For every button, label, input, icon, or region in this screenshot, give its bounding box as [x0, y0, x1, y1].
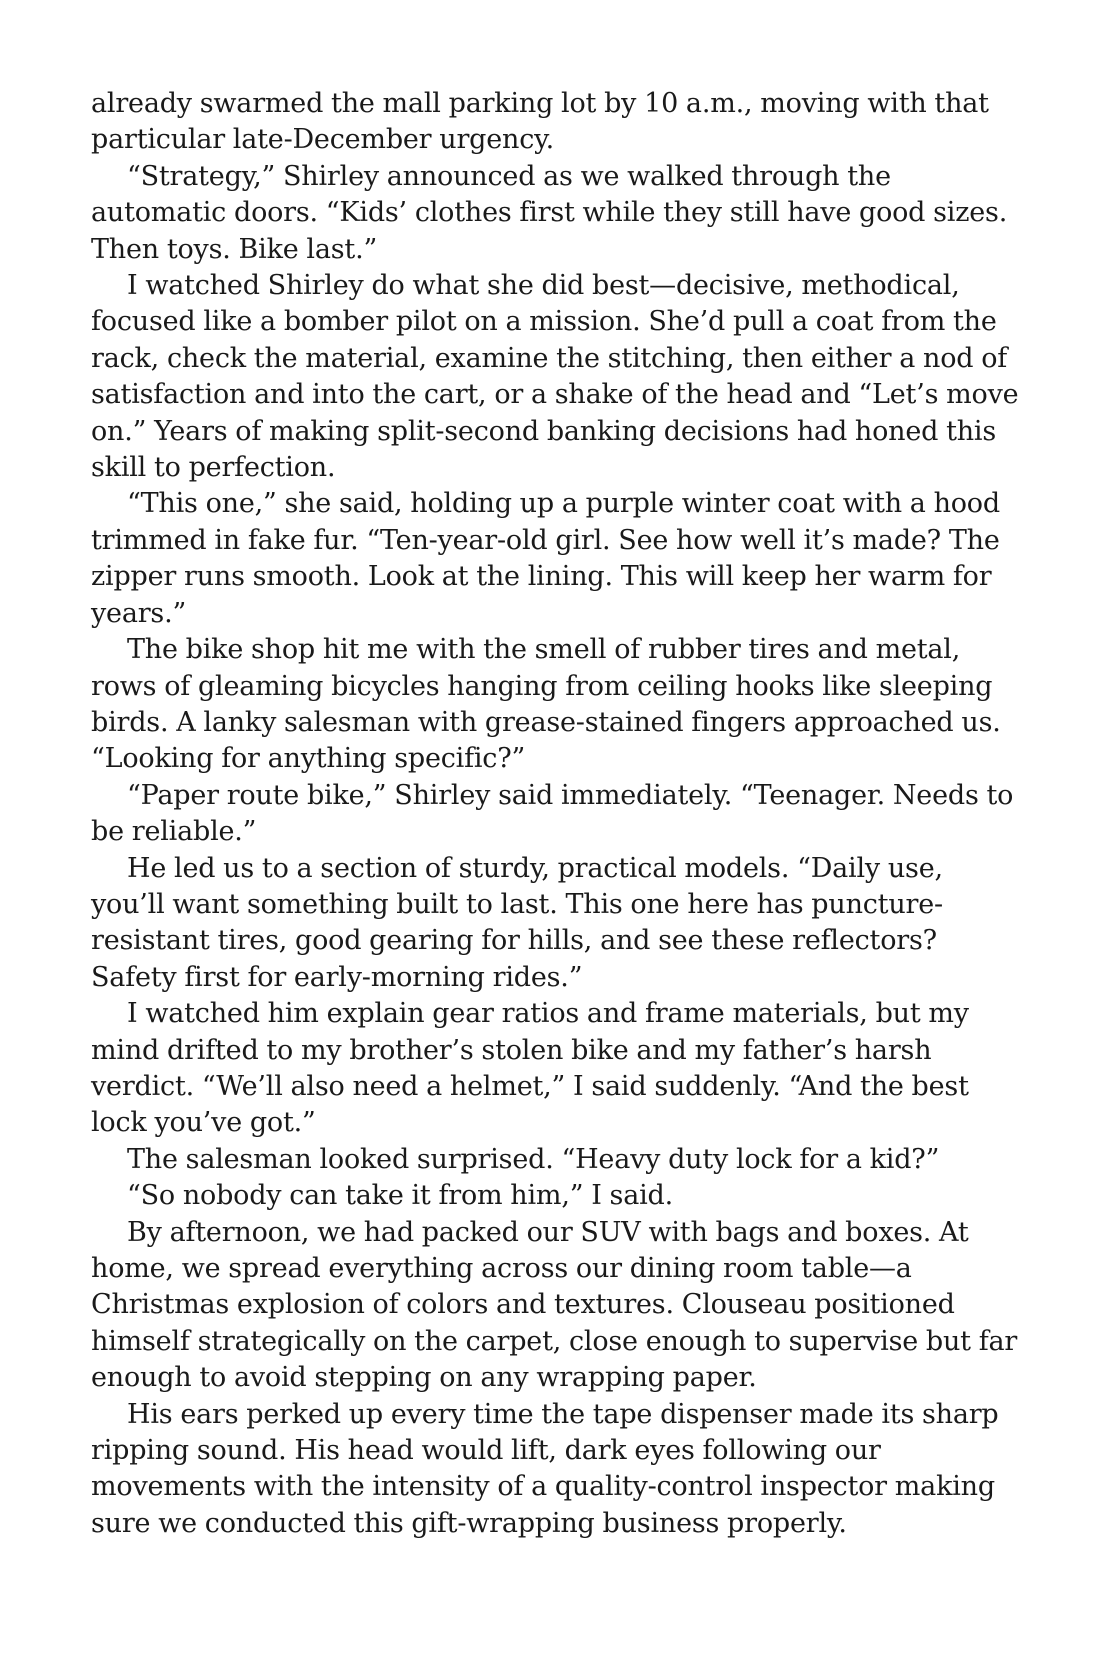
paragraph: The bike shop hit me with the smell of rubber tires and metal, rows of gleaming bicycles hanging from ceiling hooks like sleeping birds. A lanky salesman with grease-stained fingers approached us. “Looking for anything specific?” — [91, 634, 1001, 775]
paragraph: “This one,” she said, holding up a purple winter coat with a hood trimmed in fake fur. “Ten-year-old girl. See how well it’s made? The zipper runs smooth. Look at the lining. This will keep her warm for years.” — [91, 488, 1000, 629]
paragraph: already swarmed the mall parking lot by 10 a.m., moving with that particular late-December urgency. — [91, 88, 989, 156]
paragraph: “Strategy,” Shirley announced as we walked through the automatic doors. “Kids’ clothes first while they still have good sizes. Then toys. Bike last.” — [91, 160, 1008, 265]
paragraph: “So nobody can take it from him,” I said. — [127, 1180, 674, 1212]
paragraph: His ears perked up every time the tape dispenser made its sharp ripping sound. His head would lift, dark eyes following our movements with the intensity of a quality-control inspector making sure we conducted this gift-wrapping business properly. — [91, 1398, 999, 1539]
paragraph: The salesman looked surprised. “Heavy duty lock for a kid?” — [127, 1143, 940, 1175]
paragraph: He led us to a section of sturdy, practical models. “Daily use, you’ll want something built to last. This one here has puncture-resistant tires, good gearing for hills, and see these reflectors? Safety first for early-morning rides.” — [91, 852, 943, 993]
paragraph: By afternoon, we had packed our SUV with bags and boxes. At home, we spread everything across our dining room table—a Christmas explosion of colors and textures. Clouseau positioned himself strategically on the carpet, close enough to supervise but far enough to avoid stepping on any wrapping paper. — [91, 1216, 1018, 1394]
paragraph: “Paper route bike,” Shirley said immediately. “Teenager. Needs to be reliable.” — [91, 779, 1014, 848]
paragraph: I watched Shirley do what she did best—decisive, methodical, focused like a bomber pilot on a mission. She’d pull a coat from the rack, check the material, examine the stitching, then either a nod of satisfaction and into the cart, or a shake of the head and “Let’s move on.” Years of making split-second banking decisions had honed this skill to perfection. — [91, 270, 1019, 484]
paragraph: I watched him explain gear ratios and frame materials, but my mind drifted to my brother’s stolen bike and my father’s harsh verdict. “We’ll also need a helmet,” I said suddenly. “And the best lock you’ve got.” — [91, 998, 969, 1139]
book-page — [91, 86, 1021, 1542]
